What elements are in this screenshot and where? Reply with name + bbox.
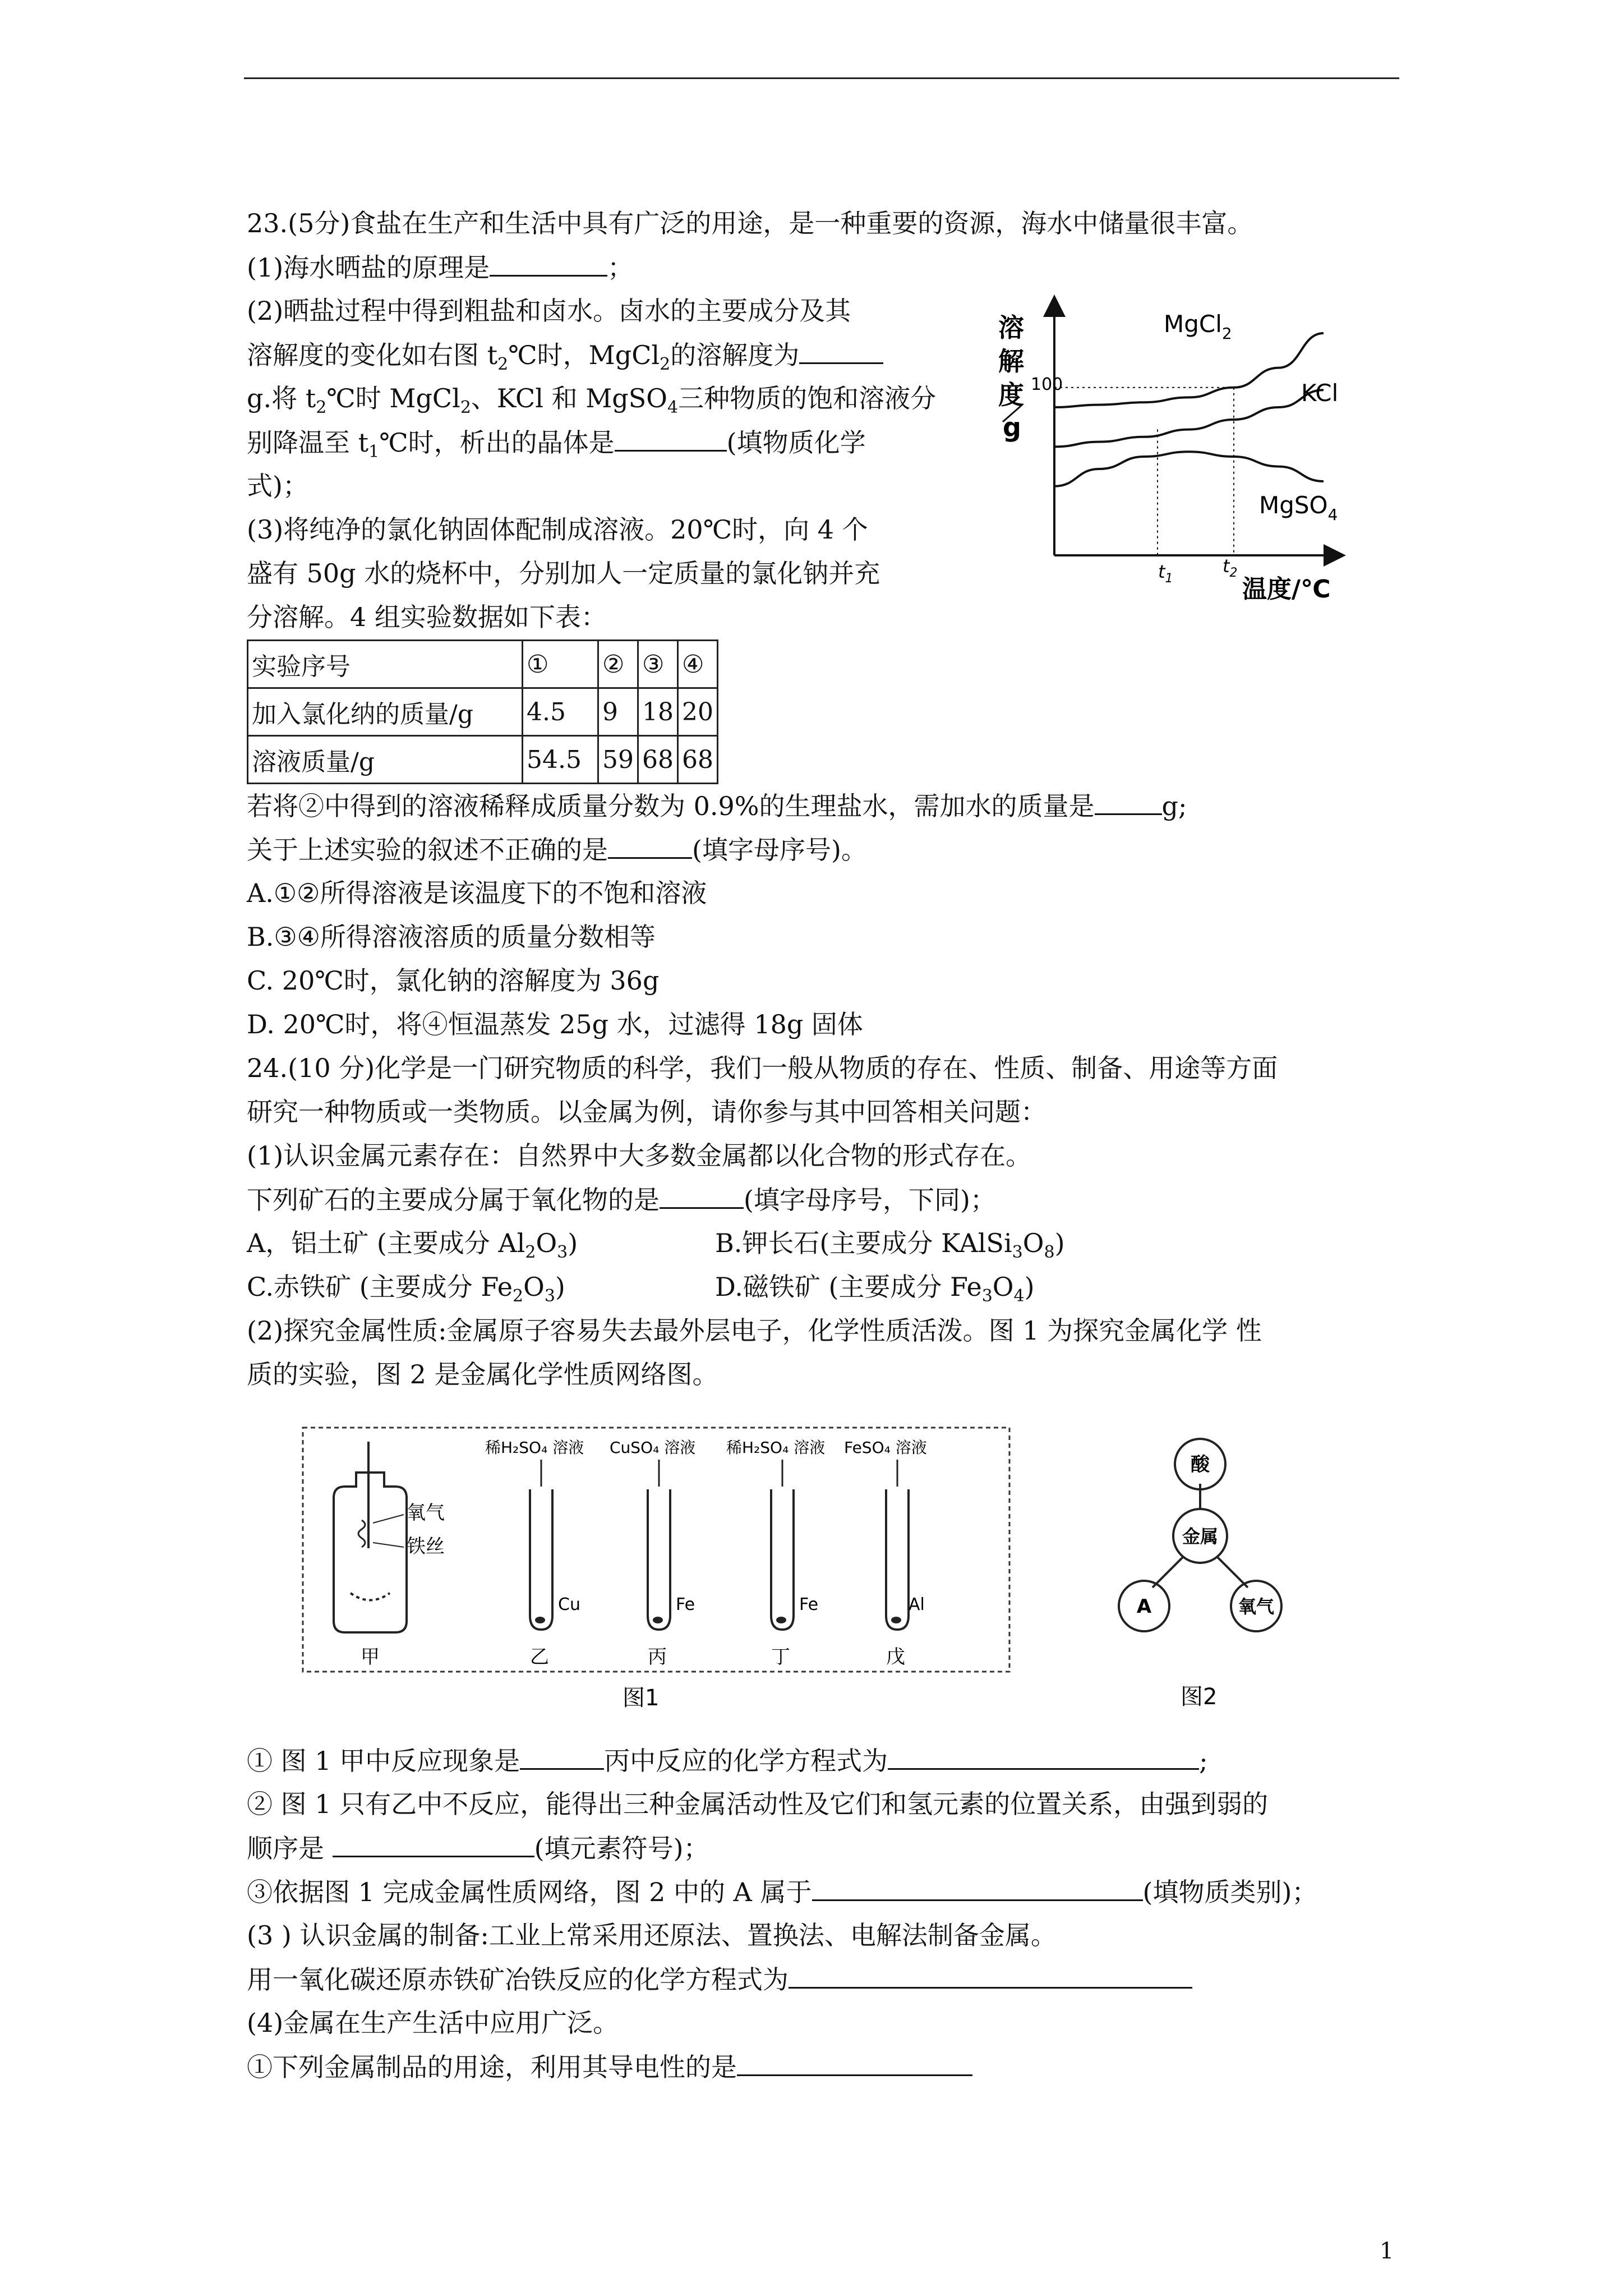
metal-piece bbox=[535, 1617, 545, 1623]
figure-1 bbox=[300, 1425, 1029, 1728]
metal-piece bbox=[653, 1617, 663, 1623]
metal-label: Cu bbox=[558, 1595, 580, 1614]
test-tube bbox=[771, 1489, 794, 1630]
metal-label: Fe bbox=[676, 1595, 695, 1614]
solubility-chart bbox=[987, 292, 1413, 617]
q24-option-a: A，铝土矿 (主要成分 $Al_2O_3$) bbox=[247, 1228, 578, 1263]
label-iron-wire: 铁丝 bbox=[407, 1535, 445, 1558]
q23-option-b: B.③④所得溶液溶质的质量分数相等 bbox=[247, 922, 656, 952]
q23-part2-line5: 式)； bbox=[247, 471, 308, 501]
node-metal-label: 金属 bbox=[1182, 1526, 1219, 1547]
y-tick-100: 100 bbox=[1031, 375, 1063, 394]
table-cell: 54.5 bbox=[523, 736, 598, 784]
answer-blank[interactable] bbox=[615, 425, 727, 452]
y-axis-label-2: 解 bbox=[998, 346, 1024, 376]
table-cell: ③ bbox=[638, 641, 678, 688]
q23-part1: (1)海水晒盐的原理是 ； bbox=[247, 250, 633, 284]
page-number: 1 bbox=[1380, 2238, 1394, 2264]
node-oxygen-label: 氧气 bbox=[1238, 1596, 1275, 1617]
q24-part1-question: 下列矿石的主要成分属于氧化物的是 (填字母序号，下同)； bbox=[247, 1182, 996, 1217]
y-axis-label-1: 溶 bbox=[998, 312, 1024, 343]
x-tick-t2: $t_2$ bbox=[1223, 555, 1238, 580]
table-cell: 59 bbox=[598, 736, 638, 784]
table-cell: 20 bbox=[678, 688, 718, 736]
q24-option-b: B.钾长石(主要成分 $KAlSi_3O_8$) bbox=[715, 1228, 1065, 1263]
answer-blank[interactable] bbox=[333, 1831, 534, 1857]
table-cell: 18 bbox=[638, 688, 678, 736]
q23-stem: 23.(5分)食盐在生产和生活中具有广泛的用途，是一种重要的资源，海水中储量很丰富。 bbox=[247, 208, 1253, 238]
node-acid-label: 酸 bbox=[1191, 1453, 1210, 1476]
table-cell: 68 bbox=[678, 736, 718, 784]
series-label-mgso4: MgSO$_4$ bbox=[1259, 491, 1338, 524]
tube-label-ding: 丁 bbox=[771, 1646, 790, 1668]
connector bbox=[1152, 1557, 1183, 1588]
q23-part2-line1: (2)晒盐过程中得到粗盐和卤水。卤水的主要成分及其 bbox=[247, 296, 851, 326]
q24-q2-line2: 顺序是 (填元素符号)； bbox=[247, 1831, 709, 1865]
answer-blank[interactable] bbox=[660, 1182, 744, 1209]
q23-wrong: 关于上述实验的叙述不正确的是 (填字母序号)。 bbox=[247, 832, 867, 867]
table-row bbox=[248, 736, 718, 784]
table-cell: ② bbox=[598, 641, 638, 688]
table-cell: ④ bbox=[678, 641, 718, 688]
q23-part2-line2: 溶解度的变化如右图 $t_2℃$时，MgCl$_2$的溶解度为 bbox=[247, 338, 883, 381]
q24-option-d: D.磁铁矿 (主要成分 $Fe_3O_4$) bbox=[715, 1272, 1035, 1306]
series-line-mgso4 bbox=[1054, 452, 1324, 486]
table-cell: 4.5 bbox=[523, 688, 598, 736]
q24-part4-question: ①下列金属制品的用途，利用其导电性的是 bbox=[247, 2050, 972, 2084]
answer-blank[interactable] bbox=[737, 2050, 972, 2076]
table-cell: 68 bbox=[638, 736, 678, 784]
tube-label-jia: 甲 bbox=[361, 1646, 380, 1668]
test-tube bbox=[886, 1489, 909, 1630]
metal-label: Al bbox=[909, 1595, 925, 1614]
answer-blank[interactable] bbox=[812, 1875, 1143, 1901]
q24-option-c: C.赤铁矿 (主要成分 $Fe_2O_3$) bbox=[247, 1272, 565, 1306]
y-axis-label-4: g bbox=[1003, 412, 1021, 443]
answer-blank[interactable] bbox=[520, 1743, 604, 1770]
series-label-kcl: KCl bbox=[1301, 379, 1339, 407]
node-a-label: A bbox=[1136, 1595, 1152, 1618]
q23-option-c: C. 20℃时，氯化钠的溶解度为 36g bbox=[247, 965, 660, 996]
q24-part3-question: 用一氧化碳还原赤铁矿冶铁反应的化学方程式为 bbox=[247, 1962, 1192, 1996]
q24-part1: (1)认识金属元素存在：自然界中大多数金属都以化合物的形式存在。 bbox=[247, 1140, 1032, 1171]
label-oxygen: 氧气 bbox=[407, 1502, 445, 1524]
q23-part3-line1: (3)将纯净的氯化钠固体配制成溶液。20℃时，向 4 个 bbox=[247, 514, 868, 545]
series-line-mgcl2 bbox=[1054, 333, 1324, 407]
tube-label-bing: 丙 bbox=[648, 1646, 667, 1668]
figure-1-caption: 图1 bbox=[623, 1685, 660, 1711]
figure-2-caption: 图2 bbox=[1181, 1684, 1218, 1710]
table-cell: 加入氯化纳的质量/g bbox=[248, 688, 523, 736]
q23-dilute: 若将②中得到的溶液稀释成质量分数为 0.9%的生理盐水，需加水的质量是 g; bbox=[247, 789, 1187, 823]
experiment-table bbox=[247, 639, 718, 784]
q23-part2-line4: 别降温至 $t_1℃$时，析出的晶体是 (填物质化学 bbox=[247, 425, 866, 469]
answer-blank[interactable] bbox=[1095, 789, 1162, 815]
answer-blank[interactable] bbox=[888, 1743, 1199, 1770]
table-cell: ① bbox=[523, 641, 598, 688]
answer-blank[interactable] bbox=[608, 832, 692, 859]
q24-part2-line2: 质的实验，图 2 是金属化学性质网络图。 bbox=[247, 1359, 718, 1389]
series-label-mgcl2: MgCl$_2$ bbox=[1164, 310, 1232, 343]
table-cell: 溶液质量/g bbox=[248, 736, 523, 784]
test-tube bbox=[648, 1489, 670, 1630]
metal-label: Fe bbox=[799, 1595, 819, 1614]
reagent-cuso4: CuSO₄ 溶液 bbox=[610, 1438, 696, 1457]
x-tick-t1: $t_1$ bbox=[1158, 561, 1173, 586]
q23-part3-line3: 分溶解。4 组实验数据如下表： bbox=[247, 602, 607, 632]
q23-option-a: A.①②所得溶液是该温度下的不饱和溶液 bbox=[247, 878, 707, 908]
q24-stem-line2: 研究一种物质或一类物质。以金属为例，请你参与其中回答相关问题： bbox=[247, 1097, 1046, 1127]
q24-q1: ① 图 1 甲中反应现象是 丙中反应的化学方程式为 ; bbox=[247, 1743, 1208, 1778]
reagent-dilute-h2so4: 稀H₂SO₄ 溶液 bbox=[485, 1438, 584, 1457]
q24-stem-line1: 24.(10 分)化学是一门研究物质的科学，我们一般从物质的存在、性质、制备、用途等方面 bbox=[247, 1053, 1278, 1083]
metal-piece bbox=[776, 1617, 786, 1623]
connector bbox=[1217, 1557, 1248, 1588]
q24-q2-line1: ② 图 1 只有乙中不反应，能得出三种金属活动性及它们和氢元素的位置关系，由强到弱的 bbox=[247, 1789, 1269, 1819]
metal-piece bbox=[891, 1617, 901, 1623]
q23-option-d: D. 20℃时，将④恒温蒸发 25g 水，过滤得 18g 固体 bbox=[247, 1009, 863, 1039]
table-cell: 9 bbox=[598, 688, 638, 736]
y-axis-label-3: 度 bbox=[998, 380, 1024, 410]
answer-blank[interactable] bbox=[490, 250, 607, 277]
table-row bbox=[248, 688, 718, 736]
answer-blank[interactable] bbox=[799, 338, 883, 364]
table-header-row bbox=[248, 641, 718, 688]
q24-part2-line1: (2)探究金属性质:金属原子容易失去最外层电子，化学性质活泼。图 1 为探究金属化学 性 bbox=[247, 1315, 1262, 1346]
answer-blank[interactable] bbox=[789, 1962, 1192, 1989]
q23-part3-line2: 盛有 50g 水的烧杯中，分别加人一定质量的氯化钠并充 bbox=[247, 558, 880, 588]
header-rule bbox=[244, 77, 1399, 79]
q24-q3: ③依据图 1 完成金属性质网络，图 2 中的 A 属于 (填物质类别)； bbox=[247, 1875, 1317, 1909]
reagent-feso4: FeSO₄ 溶液 bbox=[844, 1438, 927, 1457]
tube-label-yi: 乙 bbox=[530, 1646, 549, 1668]
test-tube bbox=[530, 1489, 552, 1630]
jar-apparatus bbox=[334, 1442, 407, 1632]
x-axis-label: 温度/℃ bbox=[1242, 575, 1331, 604]
tube-label-wu: 戊 bbox=[886, 1646, 905, 1668]
q23-part2-line3: g.将 $t_2℃$时 MgCl$_2$、KCl 和 MgSO$_4$三种物质的饱和溶液分 bbox=[247, 383, 937, 418]
figure-2 bbox=[1105, 1436, 1307, 1733]
table-cell: 实验序号 bbox=[248, 641, 523, 688]
q24-part4: (4)金属在生产生活中应用广泛。 bbox=[247, 2008, 619, 2038]
reagent-dilute-h2so4: 稀H₂SO₄ 溶液 bbox=[726, 1438, 826, 1457]
q24-part3: (3 ) 认识金属的制备:工业上常采用还原法、置换法、电解法制备金属。 bbox=[247, 1920, 1057, 1950]
